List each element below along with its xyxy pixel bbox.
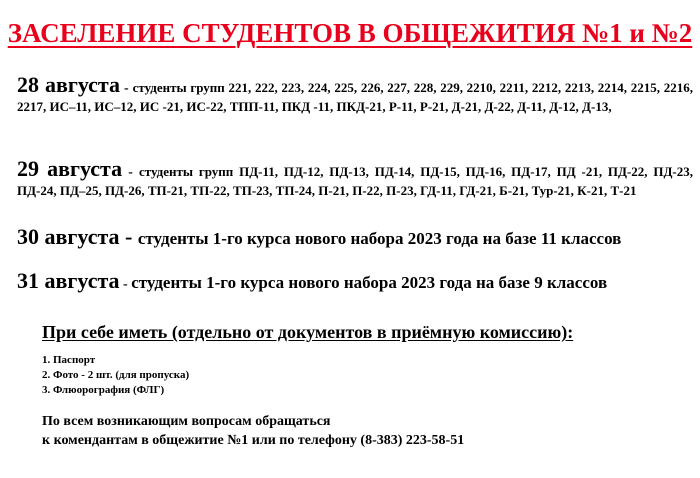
schedule-groups: студенты групп ПД-11, ПД-12, ПД-13, ПД-14, ПД-15, ПД-16, ПД-17, ПД -21, ПД-22, ПД-23, ПД-24, ПД–25, ПД-26, ТП-21, ТП-22, ТП-23, ТП-24, П-21, П-22, П-23, ГД-11, ГД-21, Б-21, Тур-21, К-21, Т-21 <box>17 164 693 198</box>
list-item: 1. Паспорт <box>42 354 96 366</box>
schedule-entry-aug-30 <box>17 224 693 250</box>
schedule-description: студенты 1-го курса нового набора 2023 года на базе 11 классов <box>137 229 622 248</box>
contact-line: к комендантам в общежитие №1 или по телефону (8-383) 223-58-51 <box>42 433 465 448</box>
schedule-entry-aug-29 <box>17 156 693 199</box>
contact-info <box>42 412 682 450</box>
schedule-date: 28 августа <box>17 72 120 97</box>
schedule-description: студенты 1-го курса нового набора 2023 года на базе 9 классов <box>131 273 608 292</box>
schedule-dash: - <box>119 224 138 249</box>
schedule-entry-aug-28 <box>17 72 693 115</box>
bring-list <box>42 353 682 398</box>
schedule-dash: - <box>119 277 132 292</box>
list-item: 2. Фото - 2 шт. (для пропуска) <box>42 369 190 381</box>
schedule-date: 30 августа <box>17 224 120 249</box>
schedule-groups: студенты групп 221, 222, 223, 224, 225, 226, 227, 228, 229, 2210, 2211, 2212, 2213, 2214, 2215, 2216, 2217, ИС–11, ИС–12, ИС -21, ИС-22, ТПП-11, ПКД -11, ПКД-21, Р-11, Р-21, Д-21, Д-22, Д-11, Д-12, Д-13, <box>17 80 693 114</box>
page-title: ЗАСЕЛЕНИЕ СТУДЕНТОВ В ОБЩЕЖИТИЯ №1 и №2 <box>7 18 693 48</box>
bring-section <box>42 322 682 450</box>
bring-title: При себе иметь (отдельно от документов в приёмную комиссию): <box>42 322 574 342</box>
contact-line: По всем возникающим вопросам обращаться <box>42 414 331 429</box>
list-item: 3. Флюорография (ФЛГ) <box>42 384 165 396</box>
schedule-entry-body <box>17 156 693 199</box>
schedule-entry-aug-31 <box>17 268 693 294</box>
schedule-date: 29 августа <box>17 156 123 181</box>
schedule-entry-body <box>17 72 693 115</box>
schedule-dash: - <box>120 81 133 96</box>
schedule-date: 31 августа <box>17 268 120 293</box>
schedule-dash: - <box>122 165 139 180</box>
